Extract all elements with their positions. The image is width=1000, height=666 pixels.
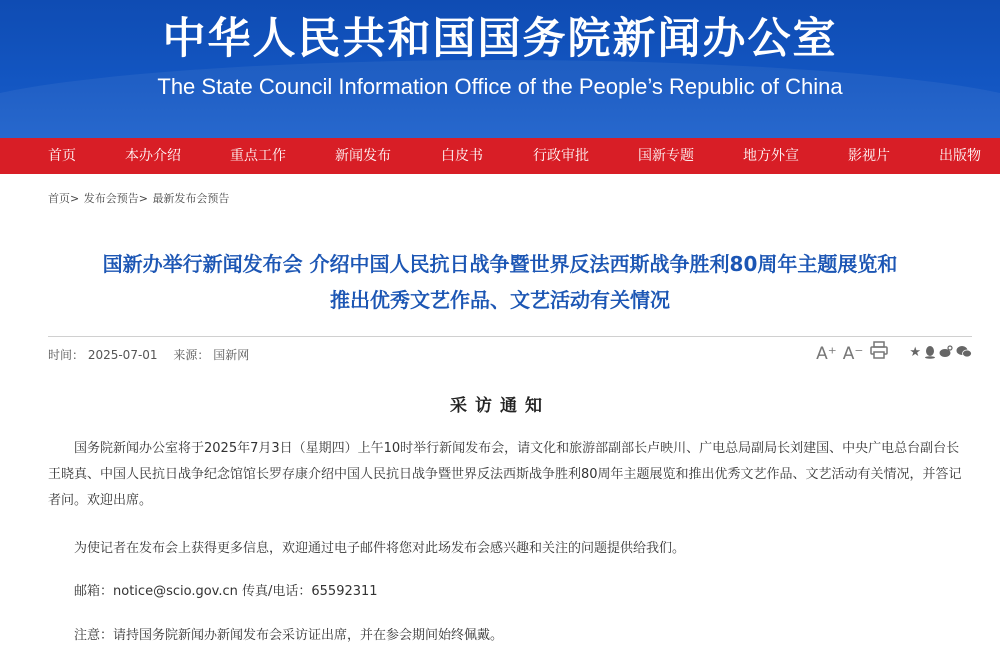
nav-item-home[interactable]: 首页 — [48, 148, 76, 164]
font-smaller-button[interactable]: A⁻ — [842, 343, 864, 364]
notice-heading: 采访通知 — [450, 396, 550, 416]
site-title-english[interactable]: The State Council Information Office of the People’s Republic of China — [157, 74, 843, 99]
publish-time: 时间： 2025-07-01 — [48, 348, 158, 362]
share-group — [909, 345, 972, 363]
nav-item-admin-approval[interactable]: 行政审批 — [533, 148, 589, 164]
paragraph-announcement: 国务院新闻办公室将于2025年7月3日（星期四）上午10时举行新闻发布会，请文化和旅游部副部长卢映川、广电总局副局长刘建国、中央广电总台副台长王晓真、中国人民抗日战争纪念馆馆长罗存康介绍中国人民抗日战争暨世界反法西斯战争胜利80周年主题展览和推出优秀文艺作品、文艺活动有关情况，并答记者问。欢迎出席。 — [48, 441, 962, 508]
nav-item-films[interactable]: 影视片 — [848, 148, 890, 164]
font-larger-button[interactable]: A⁺ — [816, 343, 837, 364]
qq-icon[interactable] — [924, 345, 936, 363]
nav-item-about[interactable]: 本办介绍 — [125, 148, 181, 164]
nav-item-key-work[interactable]: 重点工作 — [230, 148, 286, 164]
paragraph-questions: 为使记者在发布会上获得更多信息，欢迎通过电子邮件将您对此场发布会感兴趣和关注的问题提供给我们。 — [74, 541, 686, 556]
paragraph-contact — [48, 579, 972, 605]
email-label: 邮箱： — [74, 584, 114, 599]
weibo-icon[interactable] — [939, 345, 953, 363]
article-title — [0, 246, 1000, 318]
meta-divider — [48, 336, 972, 337]
email-link[interactable]: notice@scio.gov.cn — [113, 584, 238, 599]
paragraph-note: 注意：请持国务院新闻办新闻发布会采访证出席，并在参会期间始终佩戴。 — [74, 628, 504, 643]
nav-item-publications[interactable]: 出版物 — [939, 148, 981, 164]
nav-item-special-topics[interactable]: 国新专题 — [638, 148, 694, 164]
article-meta — [48, 346, 261, 363]
star-icon[interactable]: ★ — [909, 344, 921, 360]
main-nav — [0, 138, 1000, 174]
site-title-chinese[interactable]: 中华人民共和国国务院新闻办公室 — [162, 14, 838, 64]
breadcrumb — [48, 190, 230, 206]
breadcrumb-press-preview[interactable]: 发布会预告> — [83, 192, 148, 205]
fax-phone: 传真/电话：65592311 — [237, 584, 378, 599]
nav-item-white-paper[interactable]: 白皮书 — [441, 148, 483, 164]
site-header — [0, 0, 1000, 138]
nav-item-press-release[interactable]: 新闻发布 — [335, 148, 391, 164]
breadcrumb-home[interactable]: 首页> — [48, 192, 80, 205]
article-title-line1: 国新办举行新闻发布会 介绍中国人民抗日战争暨世界反法西斯战争胜利80周年主题展览和 — [102, 252, 898, 276]
nav-item-local-outreach[interactable]: 地方外宣 — [743, 148, 799, 164]
article-source: 来源： 国新网 — [173, 348, 250, 362]
breadcrumb-latest-preview[interactable]: 最新发布会预告 — [152, 192, 230, 205]
printer-icon[interactable] — [869, 341, 889, 366]
wechat-icon[interactable] — [956, 345, 972, 363]
article-tools — [816, 341, 972, 366]
article-title-line2: 推出优秀文艺作品、文艺活动有关情况 — [330, 288, 670, 312]
